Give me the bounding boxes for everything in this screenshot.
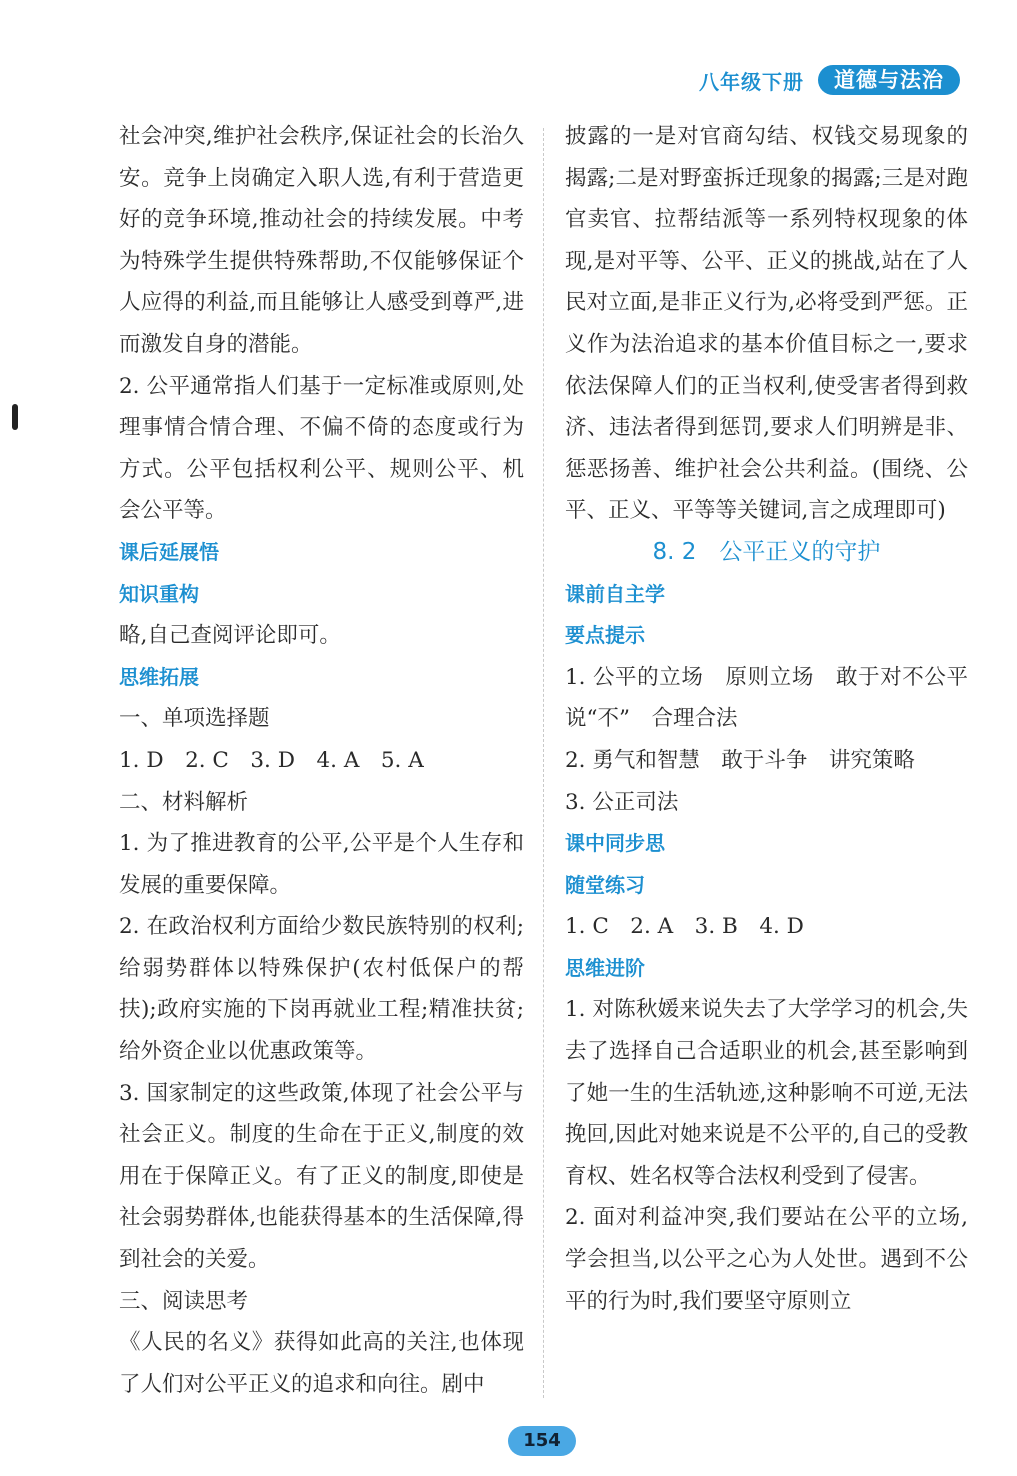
- section-heading: 要点提示: [565, 623, 645, 648]
- column-divider: [543, 128, 544, 1398]
- scan-mark: [12, 404, 18, 430]
- section-heading: 思维进阶: [565, 955, 645, 980]
- grade-label: 八年级下册: [699, 69, 804, 94]
- section-heading: 课前自主学: [565, 581, 665, 606]
- section-heading: 思维拓展: [119, 664, 199, 689]
- paragraph: 社会冲突,维护社会秩序,保证社会的长治久安。竞争上岗确定入职人选,有利于营造更好的竞争环境,推动社会的持续发展。中考为特殊学生提供特殊帮助,不仅能够保证个人应得的利益,而且能够让人感受到尊严,进而激发自身的潜能。: [119, 124, 524, 357]
- paragraph: 略,自己查阅评论即可。: [119, 623, 341, 649]
- section-heading: 知识重构: [119, 581, 199, 606]
- paragraph: 1. D 2. C 3. D 4. A 5. A: [119, 747, 424, 773]
- section-title: 8. 2 公平正义的守护: [652, 538, 881, 565]
- paragraph: 1. 公平的立场 原则立场 敢于对不公平说“不” 合理合法: [565, 664, 968, 732]
- page-number: 154: [508, 1426, 576, 1456]
- section-heading: 随堂练习: [565, 872, 645, 897]
- left-column: [119, 116, 524, 1405]
- section-heading: 课中同步思: [565, 831, 665, 856]
- paragraph: 2. 公平通常指人们基于一定标准或原则,处理事情合情合理、不偏不倚的态度或行为方式。公平包括权利公平、规则公平、机会公平等。: [119, 373, 524, 524]
- paragraph: 1. 为了推进教育的公平,公平是个人生存和发展的重要保障。: [119, 831, 524, 898]
- paragraph: 2. 面对利益冲突,我们要站在公平的立场,学会担当,以公平之心为人处世。遇到不公平的行为时,我们要坚守原则立: [565, 1205, 968, 1314]
- right-column: [565, 116, 968, 1322]
- paragraph: 3. 公正司法: [565, 789, 679, 815]
- paragraph: 3. 国家制定的这些政策,体现了社会公平与社会正义。制度的生命在于正义,制度的效用在于保障正义。有了正义的制度,即使是社会弱势群体,也能获得基本的生活保障,得到社会的关爱。: [119, 1080, 524, 1273]
- paragraph: 《人民的名义》获得如此高的关注,也体现了人们对公平正义的追求和向往。剧中: [119, 1330, 524, 1397]
- paragraph: 披露的一是对官商勾结、权钱交易现象的揭露;二是对野蛮拆迁现象的揭露;三是对跑官卖官、拉帮结派等一系列特权现象的体现,是对平等、公平、正义的挑战,站在了人民对立面,是非正义行为,必将受到严惩。正义作为法治追求的基本价值目标之一,要求依法保障人们的正当权利,使受害者得到救济、违法者得到惩罚,要求人们明辨是非、惩恶扬善、维护社会公共利益。(围绕、公平、正义、平等等关键词,言之成理即可): [565, 124, 968, 524]
- paragraph: 二、材料解析: [119, 789, 249, 815]
- paragraph: 2. 在政治权利方面给少数民族特别的权利;给弱势群体以特殊保护(农村低保户的帮扶);政府实施的下岗再就业工程;精准扶贫;给外资企业以优惠政策等。: [119, 914, 524, 1065]
- paragraph: 1. C 2. A 3. B 4. D: [565, 914, 804, 940]
- page-header: [699, 64, 960, 96]
- section-heading: 课后延展悟: [119, 539, 219, 564]
- paragraph: 三、阅读思考: [119, 1288, 249, 1314]
- subject-badge: 道德与法治: [818, 65, 960, 95]
- paragraph: 1. 对陈秋媛来说失去了大学学习的机会,失去了选择自己合适职业的机会,甚至影响到了她一生的生活轨迹,这种影响不可逆,无法挽回,因此对她来说是不公平的,自己的受教育权、姓名权等合法权利受到了侵害。: [565, 997, 968, 1189]
- paragraph: 一、单项选择题: [119, 706, 270, 732]
- paragraph: 2. 勇气和智慧 敢于斗争 讲究策略: [565, 747, 915, 773]
